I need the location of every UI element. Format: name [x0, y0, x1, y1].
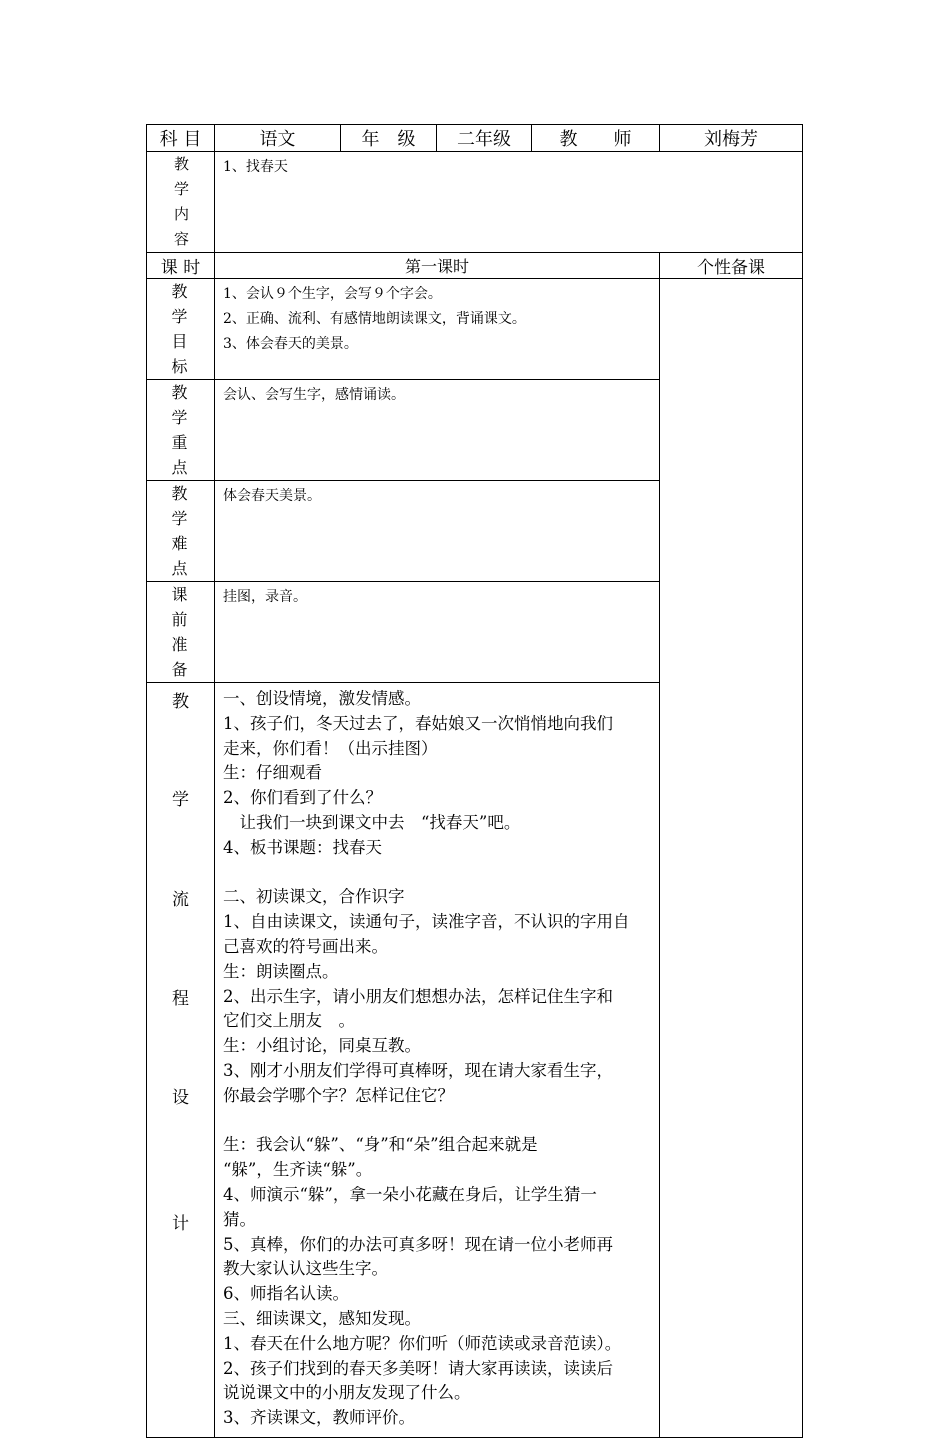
header-row [147, 125, 803, 152]
flow-line: 4、师演示“躲”，拿一朵小花藏在身后，让学生猜一 [223, 1184, 597, 1204]
period-value: 第一课时 [215, 253, 660, 279]
flow-content [215, 683, 660, 1438]
flow-label-char: 程 [172, 989, 189, 1009]
flow-line: 4、板书课题：找春天 [223, 837, 382, 857]
goals-label-line2: 目 标 [171, 332, 202, 376]
goals-value [215, 279, 660, 380]
flow-line: 生：朗读圈点。 [223, 961, 339, 981]
personal-prep-label: 个性备课 [660, 253, 803, 279]
content-label [147, 152, 225, 253]
flow-line: 2、孩子们找到的春天多美呀！请大家再读读，读读后 [223, 1358, 613, 1378]
period-label: 课 时 [147, 253, 215, 279]
subject-label: 科 目 [147, 125, 215, 152]
flow-line: 6、师指名认读。 [223, 1284, 349, 1304]
prep-label-line2: 准 备 [171, 635, 202, 679]
flow-label-char: 设 [172, 1088, 189, 1108]
content-label-line2: 内 容 [173, 205, 225, 248]
period-row [147, 253, 803, 279]
teacher-label: 教 师 [532, 125, 660, 152]
flow-line: 你最会学哪个字？怎样记住它？ [223, 1085, 454, 1105]
content-row [147, 152, 803, 253]
flow-label-char: 流 [172, 890, 189, 910]
focus-label-line1: 教 学 [171, 383, 202, 427]
flow-line: 一、创设情境，激发情感。 [223, 689, 421, 708]
subject-value: 语文 [215, 125, 341, 152]
difficulty-label-line2: 难 点 [171, 534, 202, 578]
flow-line: 教大家认认这些生字。 [223, 1259, 388, 1279]
flow-line: 生：小组讨论，同桌互教。 [223, 1036, 421, 1056]
grade-label: 年 级 [341, 125, 437, 152]
flow-line: 它们交上朋友 。 [223, 1011, 355, 1031]
flow-line: 己喜欢的符号画出来。 [223, 936, 388, 956]
prep-value: 挂图，录音。 [215, 582, 660, 683]
difficulty-value: 体会春天美景。 [215, 481, 660, 582]
flow-line [223, 1109, 651, 1134]
teacher-value: 刘梅芳 [660, 125, 803, 152]
goals-label-line1: 教 学 [171, 282, 202, 326]
grade-value: 二年级 [437, 125, 532, 152]
flow-line: 生：仔细观看 [223, 763, 322, 783]
personal-prep-cell [660, 279, 803, 1438]
flow-line: 二、初读课文，合作识字 [223, 887, 405, 907]
prep-label [147, 582, 215, 683]
flow-line: 5、真棒，你们的办法可真多呀！现在请一位小老师再 [223, 1234, 613, 1254]
flow-line: 1、孩子们，冬天过去了，春姑娘又一次悄悄地向我们 [223, 713, 613, 733]
flow-line: “躲”，生齐读“躲”。 [223, 1160, 373, 1180]
goal-item: 2、正确、流利、有感情地朗读课文，背诵课文。 [223, 311, 526, 327]
flow-line: 三、细读课文，感知发现。 [223, 1308, 421, 1328]
flow-line: 走来，你们看！（出示挂图） [223, 738, 438, 758]
content-value: 1、找春天 [215, 152, 803, 253]
flow-label-char: 学 [172, 790, 189, 810]
difficulty-label [147, 481, 215, 582]
flow-label-char: 教 [172, 692, 189, 712]
flow-line: 让我们一块到课文中去 “找春天”吧。 [223, 812, 521, 832]
flow-label-char: 计 [172, 1214, 189, 1234]
prep-label-line1: 课 前 [171, 585, 202, 629]
flow-line: 生：我会认“躲”、“身”和“朵”组合起来就是 [223, 1135, 538, 1155]
flow-line: 3、刚才小朋友们学得可真棒呀，现在请大家看生字， [223, 1060, 613, 1080]
flow-line: 3、齐读课文，教师评价。 [223, 1408, 415, 1428]
flow-line: 2、出示生字，请小朋友们想想办法，怎样记住生字和 [223, 986, 613, 1006]
goals-row [147, 279, 803, 380]
focus-label-line2: 重 点 [171, 433, 202, 477]
flow-line: 1、自由读课文，读通句子，读准字音，不认识的字用自 [223, 912, 630, 932]
flow-line: 1、春天在什么地方呢？你们听（师范读或录音范读）。 [223, 1333, 622, 1353]
flow-label [147, 683, 215, 1438]
focus-value: 会认、会写生字，感情诵读。 [215, 380, 660, 481]
difficulty-label-line1: 教 学 [171, 484, 202, 528]
flow-line: 说说课文中的小朋友发现了什么。 [223, 1383, 471, 1403]
goal-item: 3、体会春天的美景。 [223, 336, 358, 352]
goals-label [147, 279, 215, 380]
goal-item: 1、会认９个生字，会写９个字会。 [223, 286, 442, 302]
content-label-line1: 教 学 [173, 155, 225, 198]
flow-line: 猜。 [223, 1209, 256, 1229]
flow-line [223, 861, 651, 886]
focus-label [147, 380, 215, 481]
flow-line: 2、你们看到了什么？ [223, 788, 382, 808]
lesson-plan-table [146, 124, 803, 1438]
